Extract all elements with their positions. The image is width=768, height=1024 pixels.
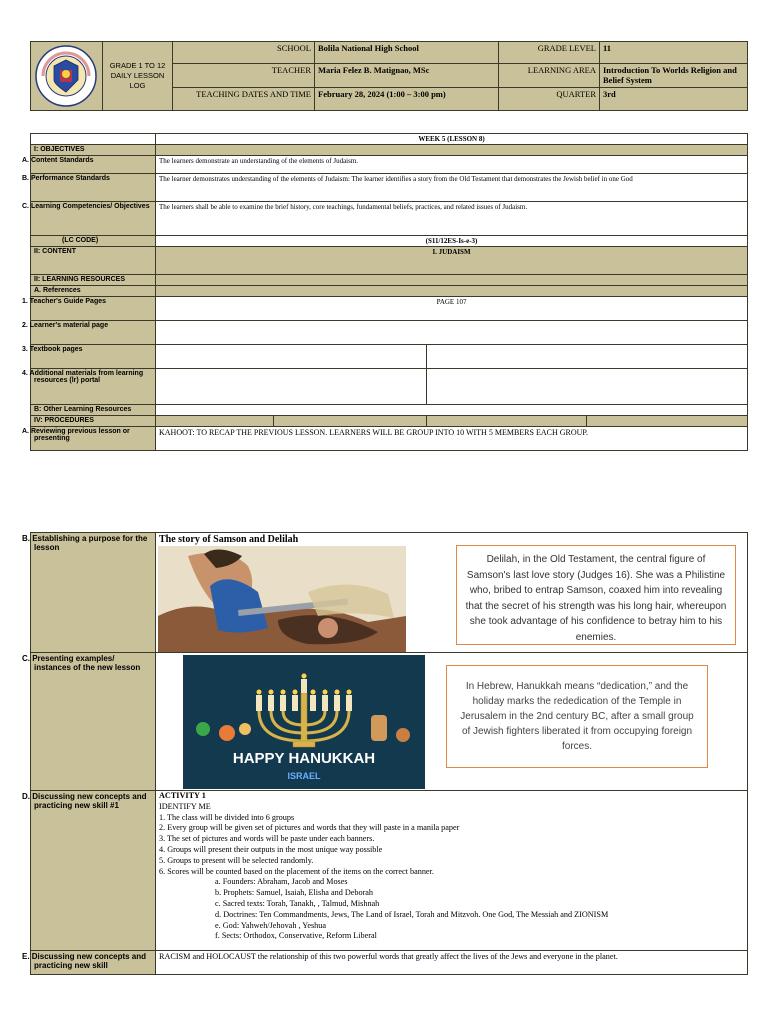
activity-step: 3. The set of pictures and words will be paste under each banners. bbox=[159, 834, 375, 844]
hanukkah-image bbox=[183, 655, 425, 789]
purpose-cell bbox=[156, 533, 748, 653]
objectives-label: I: OBJECTIVES bbox=[31, 145, 156, 156]
activity-item: c. Sacred texts: Torah, Tanakh, , Talmud, Mishnah bbox=[215, 898, 380, 908]
activity-step: 4. Groups will present their outputs in the most unique way possible bbox=[159, 844, 383, 854]
performance-standards-label: B. Performance Standards bbox=[31, 174, 156, 202]
teachers-guide-value: PAGE 107 bbox=[156, 297, 748, 321]
competencies-label: C. Learning Competencies/ Objectives bbox=[31, 202, 156, 236]
quarter-label: QUARTER bbox=[499, 88, 600, 111]
header-table bbox=[30, 41, 748, 111]
content-standards-label: A. Content Standards bbox=[31, 156, 156, 174]
samson-delilah-image bbox=[158, 546, 406, 652]
hanukkah-subtitle: ISRAEL bbox=[287, 771, 321, 781]
teachers-guide-label: 1. Teacher's Guide Pages bbox=[31, 297, 156, 321]
activity-cell bbox=[156, 791, 748, 951]
activity-subtitle: IDENTIFY ME bbox=[159, 801, 211, 811]
content-label: II: CONTENT bbox=[31, 247, 156, 275]
teacher-value: Maria Felez B. Matignao, MSc bbox=[315, 64, 499, 88]
activity-step: 5. Groups to present will be selected randomly. bbox=[159, 855, 314, 865]
activity-item: b. Prophets: Samuel, Isaiah, Elisha and Deborah bbox=[215, 888, 374, 898]
story-title: The story of Samson and Delilah bbox=[159, 534, 299, 545]
resources-label: II: LEARNING RESOURCES bbox=[31, 275, 156, 286]
school-value: Bolila National High School bbox=[315, 42, 499, 64]
examples-cell bbox=[156, 653, 748, 791]
teacher-label: TEACHER bbox=[173, 64, 315, 88]
content-value: I. JUDAISM bbox=[156, 247, 748, 275]
activity-step: 6. Scores will be counted based on the placement of the items on the correct banner. bbox=[159, 866, 434, 876]
lc-code-label: (LC CODE) bbox=[31, 236, 156, 247]
quarter-value: 3rd bbox=[600, 88, 748, 111]
grade-level-label: GRADE LEVEL bbox=[499, 42, 600, 64]
learning-area-label: LEARNING AREA bbox=[499, 64, 600, 88]
deped-logo bbox=[31, 42, 103, 111]
discussing2-label: E. Discussing new concepts and practicing new skill bbox=[31, 951, 156, 975]
activity-item: d. Doctrines: Ten Commandments, Jews, The Land of Israel, Torah and Mitzvoh. One God, The Messiah and ZIONISM bbox=[215, 909, 609, 919]
reviewing-text: KAHOOT: TO RECAP THE PREVIOUS LESSON. LEARNERS WILL BE GROUP INTO 10 WITH 5 MEMBERS EACH GROUP. bbox=[156, 427, 748, 451]
reviewing-label: A. Reviewing previous lesson or presenting bbox=[31, 427, 156, 451]
dates-label: TEACHING DATES AND TIME bbox=[173, 88, 315, 111]
content-standards-text: The learners demonstrate an understanding of the elements of Judaism. bbox=[156, 156, 748, 174]
deped-seal-icon bbox=[33, 44, 99, 108]
examples-label: C. Presenting examples/ instances of the new lesson bbox=[31, 653, 156, 791]
hanukkah-info-box: In Hebrew, Hanukkah means “dedication,” and the holiday marks the rededication of the Temple in Jerusalem in the 2nd century BC, after a small group of Jewish fighters liberated it from occupying foreign forces. bbox=[446, 665, 708, 768]
lesson-table bbox=[22, 133, 748, 451]
competencies-text: The learners shall be able to examine the brief history, core teachings, fundamental beliefs, practices, and related issues of Judaism. bbox=[156, 202, 748, 236]
dates-value: February 28, 2024 (1:00 – 3:00 pm) bbox=[315, 88, 499, 111]
activity-title: ACTIVITY 1 bbox=[159, 791, 206, 800]
additional-materials-label: 4. Additional materials from learning resources (lr) portal bbox=[31, 369, 156, 405]
purpose-label: B. Establishing a purpose for the lesson bbox=[31, 533, 156, 653]
procedures-label: IV: PROCEDURES bbox=[31, 416, 156, 427]
references-label: A. References bbox=[31, 286, 156, 297]
discussing1-label: D. Discussing new concepts and practicing new skill #1 bbox=[31, 791, 156, 951]
grade-log-title: GRADE 1 TO 12 DAILY LESSON LOG bbox=[103, 42, 173, 111]
other-resources-label: B: Other Learning Resources bbox=[31, 405, 156, 416]
school-label: SCHOOL bbox=[173, 42, 315, 64]
week-title: WEEK 5 (LESSON 8) bbox=[156, 134, 748, 145]
activity-item: e. God: Yahweh/Jehovah , Yeshua bbox=[215, 920, 326, 930]
activity-step: 2. Every group will be given set of pictures and words that they will paste in a manila paper bbox=[159, 823, 460, 833]
textbook-label: 3. Textbook pages bbox=[31, 345, 156, 369]
lc-code-value: (S11/12ES-Is-e-3) bbox=[156, 236, 748, 247]
activity-item: a. Founders: Abraham, Jacob and Moses bbox=[215, 877, 348, 887]
activity-step: 1. The class will be divided into 6 groups bbox=[159, 812, 295, 822]
performance-standards-text: The learner demonstrates understanding of the elements of Judaism: The learner identifies a story from the Old Testament that demonstrates the Jewish belief in one God bbox=[156, 174, 748, 202]
hanukkah-banner: HAPPY HANUKKAH bbox=[232, 750, 376, 767]
grade-level-value: 11 bbox=[600, 42, 748, 64]
activity-item: f. Sects: Orthodox, Conservative, Reform Liberal bbox=[215, 931, 377, 941]
discussing2-text: RACISM and HOLOCAUST the relationship of this two powerful words that greatly affect the lives of the Jews and everyone in the planet. bbox=[156, 951, 748, 975]
delilah-info-box: Delilah, in the Old Testament, the central figure of Samson's last love story (Judges 16). She was a Philistine who, bribed to entrap Samson, coaxed him into revealing that the secret of his strength was his long hair, whereupon she took advantage of his confidence to betray him to his enemies. bbox=[456, 545, 736, 645]
procedures-table bbox=[22, 532, 748, 975]
learning-area-value: Introduction To Worlds Religion and Belief System bbox=[600, 64, 748, 88]
learners-material-label: 2. Learner's material page bbox=[31, 321, 156, 345]
